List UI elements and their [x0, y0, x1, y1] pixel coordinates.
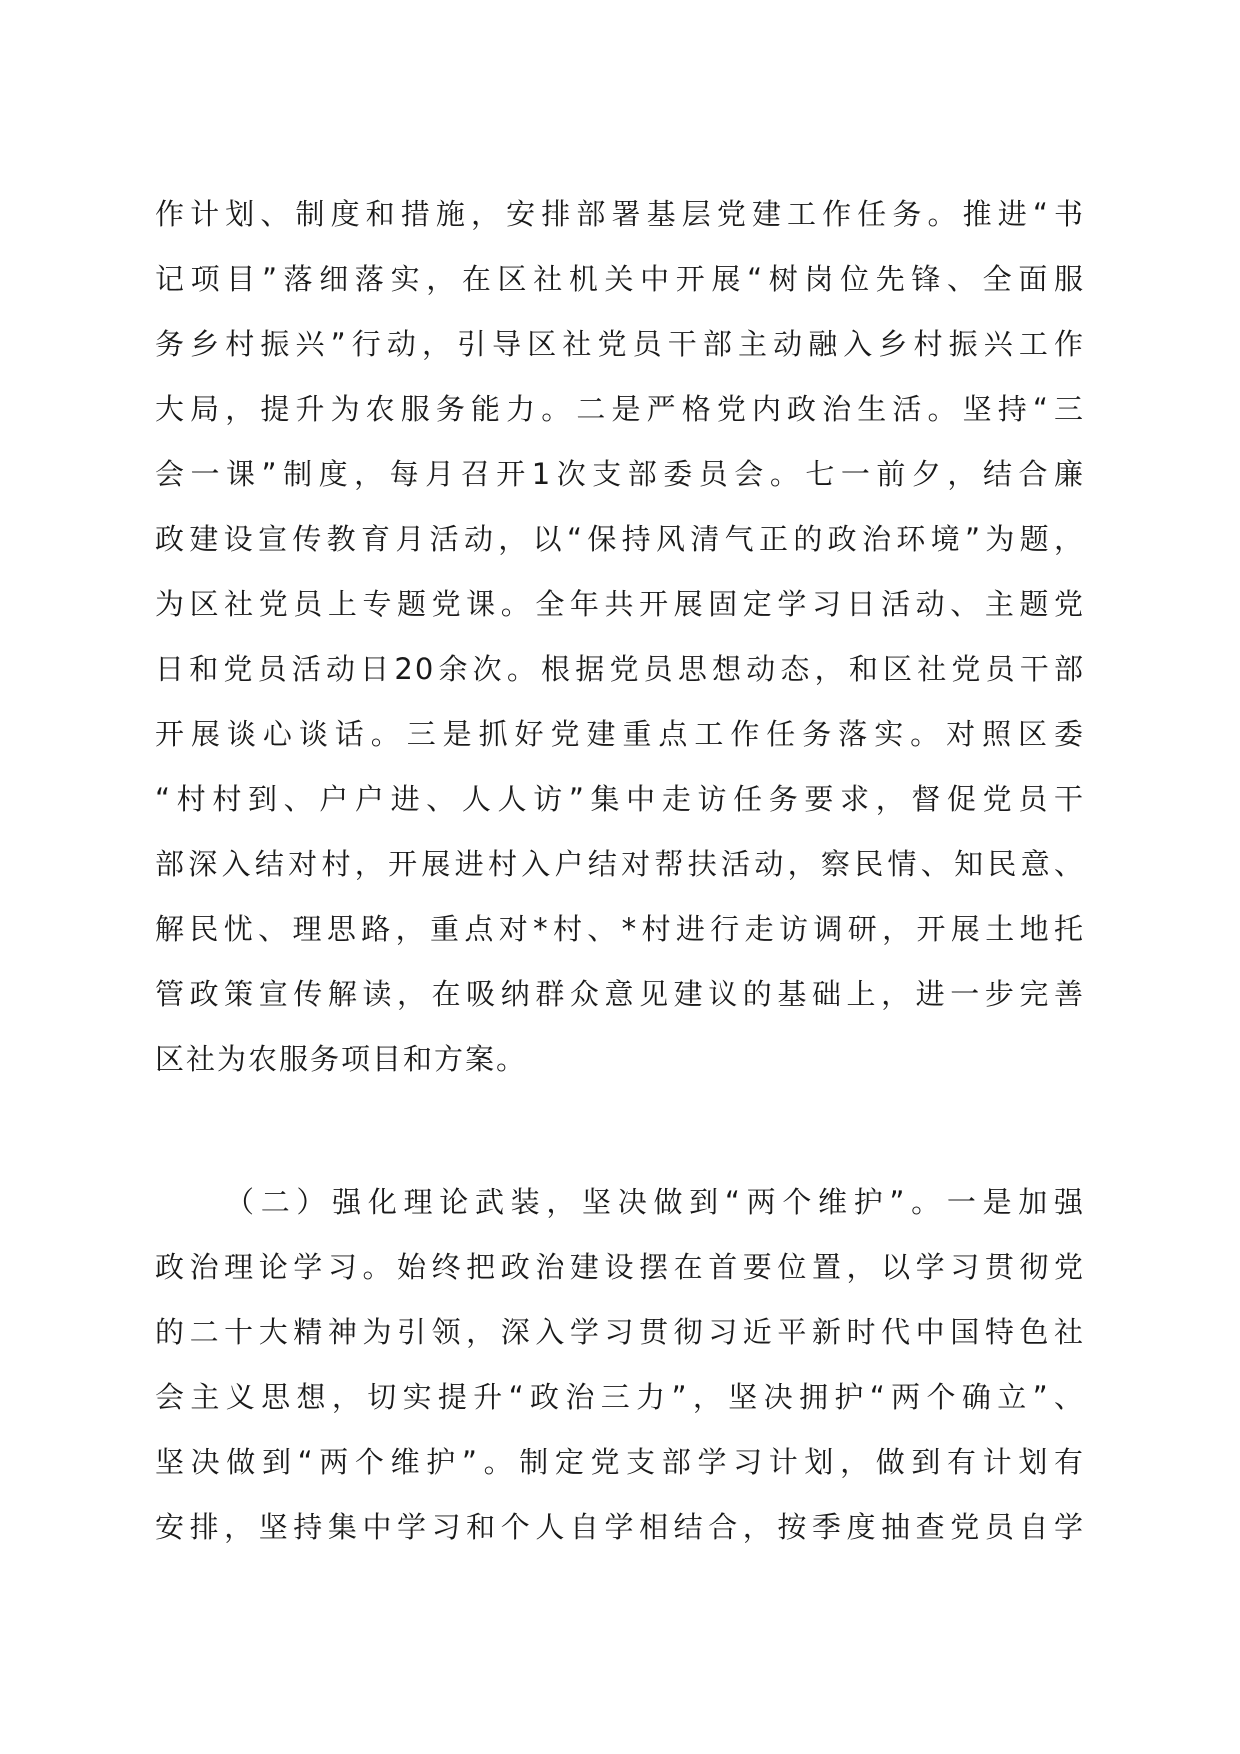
text-line: 务乡村振兴”行动，引导区社党员干部主动融入乡村振兴工作 [155, 327, 1085, 361]
text-line: 管政策宣传解读，在吸纳群众意见建议的基础上，进一步完善 [155, 977, 1085, 1011]
text-line: 政治理论学习。始终把政治建设摆在首要位置，以学习贯彻党 [155, 1250, 1085, 1284]
text-line: 坚决做到“两个维护”。制定党支部学习计划，做到有计划有 [155, 1445, 1085, 1479]
text-line: 会一课”制度，每月召开1次支部委员会。七一前夕，结合廉 [155, 457, 1085, 491]
text-line: 区社为农服务项目和方案。 [155, 1042, 528, 1076]
text-line: 记项目”落细落实，在区社机关中开展“树岗位先锋、全面服 [155, 262, 1085, 296]
text-line: 日和党员活动日20余次。根据党员思想动态，和区社党员干部 [155, 652, 1085, 686]
text-line: 会主义思想，切实提升“政治三力”，坚决拥护“两个确立”、 [155, 1380, 1085, 1414]
text-line: 为区社党员上专题党课。全年共开展固定学习日活动、主题党 [155, 587, 1085, 621]
text-line-heading: （二）强化理论武装，坚决做到“两个维护”。一是加强 [225, 1185, 1085, 1219]
text-line: 开展谈心谈话。三是抓好党建重点工作任务落实。对照区委 [155, 717, 1085, 751]
text-line: 的二十大精神为引领，深入学习贯彻习近平新时代中国特色社 [155, 1315, 1085, 1349]
text-line: 解民忧、理思路，重点对*村、*村进行走访调研，开展土地托 [155, 912, 1085, 946]
paragraph-party-building-tasks [155, 182, 1085, 1092]
text-line: 政建设宣传教育月活动，以“保持风清气正的政治环境”为题， [155, 522, 1085, 556]
paragraph-theoretical-study [155, 1170, 1085, 1560]
text-line: “村村到、户户进、人人访”集中走访任务要求，督促党员干 [155, 782, 1085, 816]
text-line: 部深入结对村，开展进村入户结对帮扶活动，察民情、知民意、 [155, 847, 1085, 881]
text-line: 安排，坚持集中学习和个人自学相结合，按季度抽查党员自学 [155, 1510, 1085, 1544]
text-line: 作计划、制度和措施，安排部署基层党建工作任务。推进“书 [155, 197, 1085, 231]
text-line: 大局，提升为农服务能力。二是严格党内政治生活。坚持“三 [155, 392, 1085, 426]
